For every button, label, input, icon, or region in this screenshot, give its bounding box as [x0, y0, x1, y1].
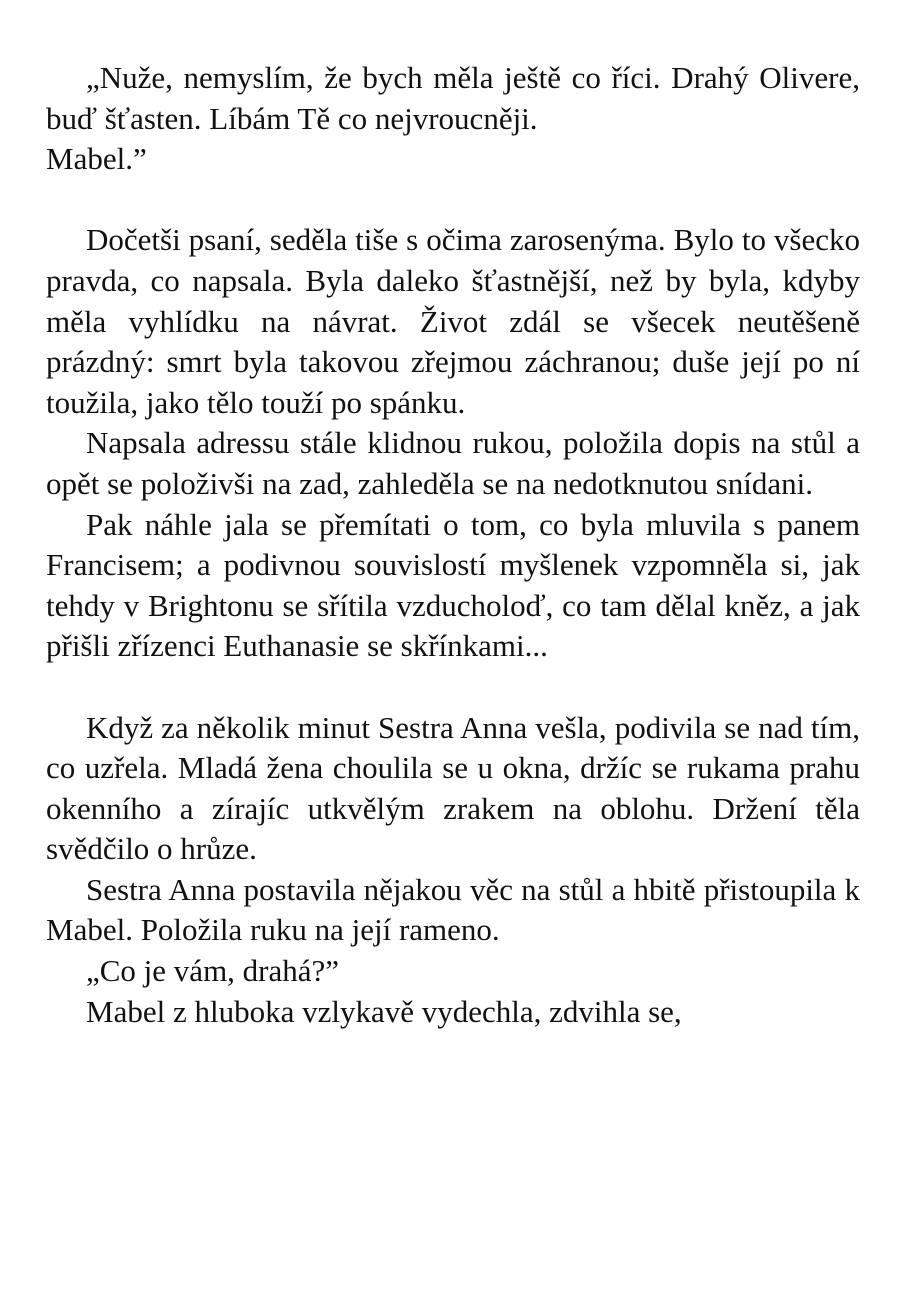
paragraph-mabel-rises: Mabel z hluboka vzlykavě vydechla, zdvihla se, [86, 993, 682, 1029]
paragraph-after-reading: Dočetši psaní, seděla tiše s očima zarosenýma. Bylo to všecko pravda, co napsala. Byla daleko šťastnější, než by byla, kdyby měla vyhlídku na návrat. Život zdál se všecek neutěšeně prázdný: smrt byla takovou zřejmou záchranou; duše její po ní toužila, jako tělo touží po spánku. [46, 222, 860, 420]
letter-signature: Mabel.” [46, 141, 147, 177]
letter-closing-paragraph: „Nuže, nemyslím, že bych měla ještě co říci. Drahý Olivere, buď šťasten. Líbám Tě co nejvroucněji. [46, 60, 860, 136]
book-page [46, 58, 860, 1032]
paragraph-address: Napsala adressu stále klidnou rukou, položila dopis na stůl a opět se položivši na zad, zahleděla se na nedotknutou snídani. [46, 425, 860, 501]
paragraph-sister-anna-enters: Když za několik minut Sestra Anna vešla, podivila se nad tím, co uzřela. Mladá žena choulila se u okna, držíc se rukama prahu okenního a zírajíc utkvělým zrakem na oblohu. Držení těla svědčilo o hrůze. [46, 709, 860, 867]
paragraph-sister-anna-approaches: Sestra Anna postavila nějakou věc na stůl a hbitě přistoupila k Mabel. Položila ruku na její rameno. [46, 871, 860, 948]
paragraph-recollection: Pak náhle jala se přemítati o tom, co byla mluvila s panem Francisem; a podivnou souvislostí myšlenek vzpomněla si, jak tehdy v Brightonu se sřítila vzducholoď, co tam dělal kněz, a jak přišli zřízenci Euthanasie se skřínkami... [46, 506, 860, 664]
dialogue-line: „Co je vám, drahá?” [86, 953, 340, 989]
section-break [46, 667, 860, 708]
section-break [46, 180, 860, 221]
